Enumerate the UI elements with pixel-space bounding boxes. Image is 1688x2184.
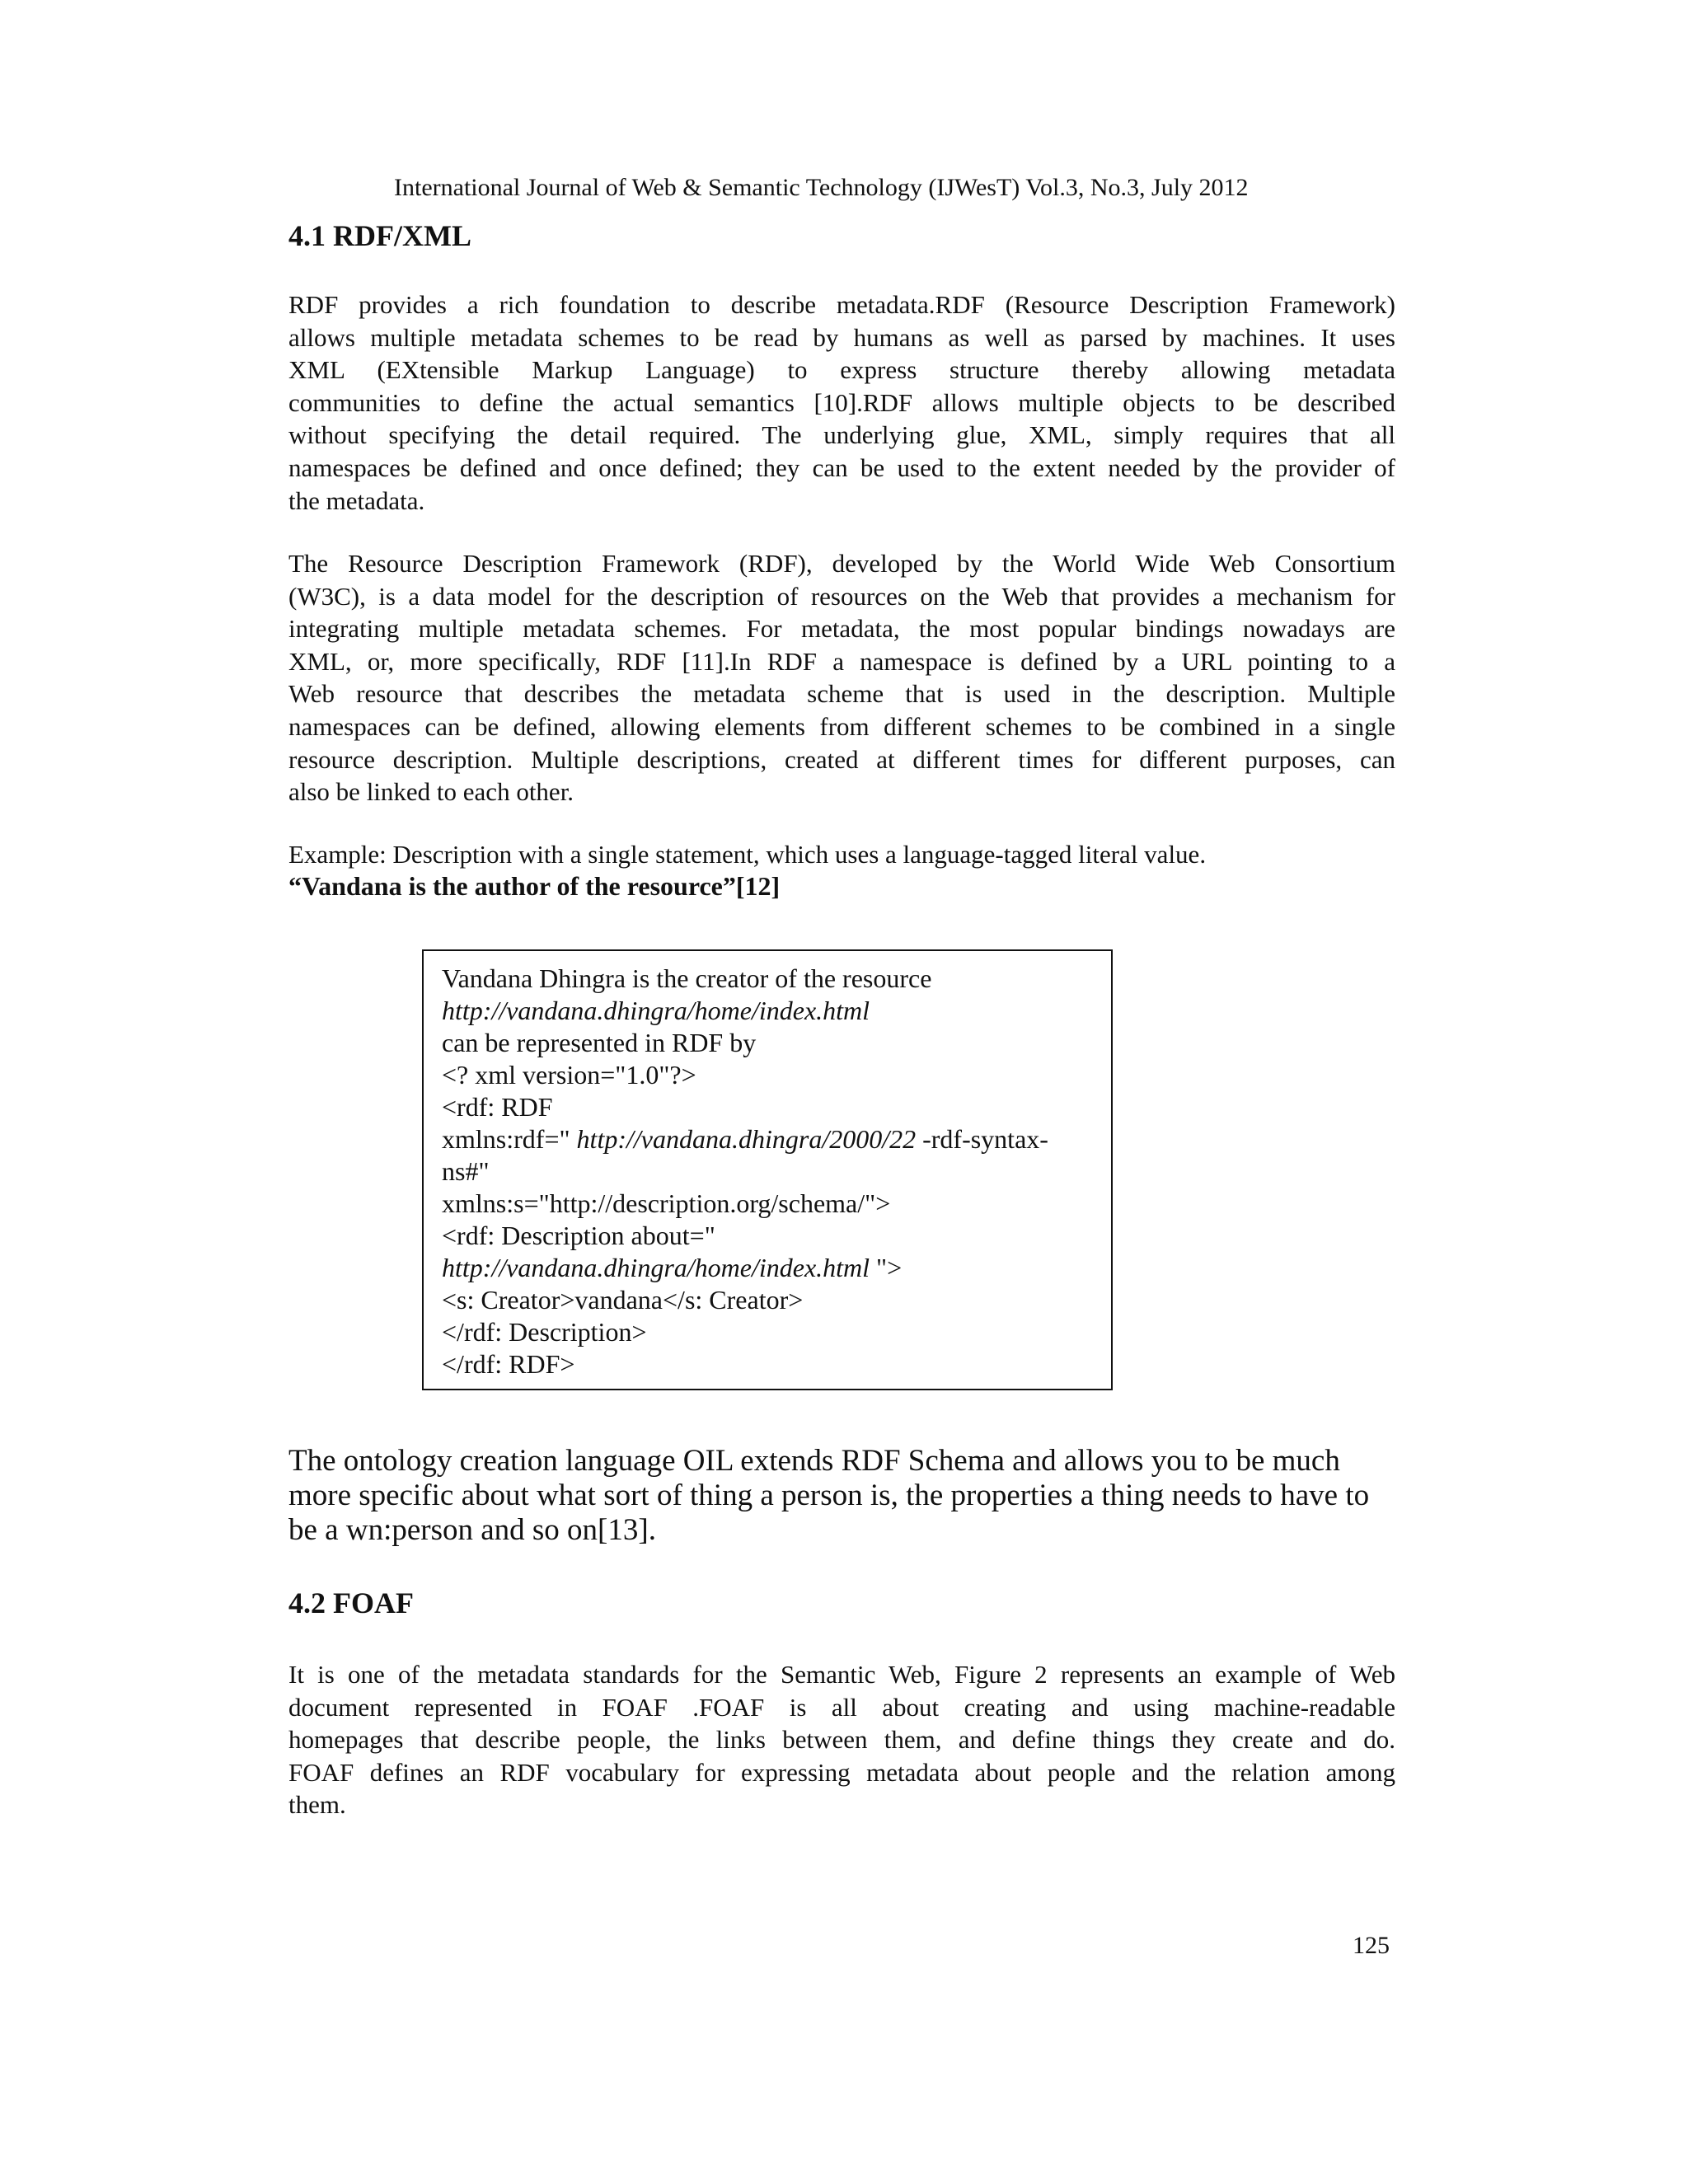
text-line: namespaces be defined and once defined; they can be used to the extent needed by the provider of (288, 452, 1395, 482)
text-line: them. (288, 1790, 346, 1820)
running-header: International Journal of Web & Semantic Technology (IJWesT) Vol.3, No.3, July 2012 (394, 174, 1249, 201)
text-line: resource description. Multiple descriptions, created at different times for different purposes, can (288, 744, 1395, 774)
text-line: XML, or, more specifically, RDF [11].In RDF a namespace is defined by a URL pointing to a (288, 646, 1395, 676)
code-line-url: http://vandana.dhingra/home/index.html (442, 996, 870, 1025)
text-line: namespaces can be defined, allowing elements from different schemes to be combined in a single (288, 711, 1395, 741)
paragraph-rdf-w3c (288, 547, 1395, 808)
code-line: <s: Creator>vandana</s: Creator> (442, 1285, 804, 1315)
text-line: communities to define the actual semantics [10].RDF allows multiple objects to be described (288, 387, 1395, 417)
text-line: The ontology creation language OIL extends RDF Schema and allows you to be much (288, 1444, 1340, 1478)
code-fragment-url: http://vandana.dhingra/home/index.html (442, 1253, 870, 1282)
text-line: also be linked to each other. (288, 777, 574, 807)
code-fragment: "> (870, 1253, 903, 1282)
code-line: xmlns:s="http://description.org/schema/"> (442, 1188, 891, 1218)
paragraph-foaf (288, 1658, 1395, 1821)
code-line: Vandana Dhingra is the creator of the resource (442, 963, 932, 993)
example-intro: Example: Description with a single statement, which uses a language-tagged literal value. (288, 840, 1207, 869)
rdf-example-box (422, 949, 1113, 1390)
text-line: Web resource that describes the metadata scheme that is used in the description. Multiple (288, 679, 1395, 709)
text-line: homepages that describe people, the links between them, and define things they create and do. (288, 1725, 1395, 1755)
text-line: be a wn:person and so on[13]. (288, 1513, 656, 1547)
code-line: <? xml version="1.0"?> (442, 1060, 696, 1090)
text-line: It is one of the metadata standards for the Semantic Web, Figure 2 represents an example of Web (288, 1660, 1395, 1689)
code-line (442, 1123, 1048, 1155)
text-line: XML (EXtensible Markup Language) to express structure thereby allowing metadata (288, 355, 1395, 385)
text-line: without specifying the detail required. The underlying glue, XML, simply requires that all (288, 420, 1395, 450)
page-number: 125 (1353, 1932, 1390, 1959)
code-line: </rdf: RDF> (442, 1349, 575, 1379)
section-heading-rdf-xml: 4.1 RDF/XML (288, 219, 471, 252)
code-line: <rdf: RDF (442, 1092, 553, 1122)
code-line: <rdf: Description about=" (442, 1221, 715, 1250)
code-fragment: xmlns:rdf=" (442, 1124, 577, 1154)
section-heading-foaf: 4.2 FOAF (288, 1586, 414, 1619)
text-line: (W3C), is a data model for the description of resources on the Web that provides a mechanism for (288, 581, 1395, 611)
paragraph-rdf-intro (288, 288, 1395, 517)
text-line: more specific about what sort of thing a person is, the properties a thing needs to have to (288, 1479, 1370, 1512)
code-line: ns#" (442, 1156, 490, 1186)
code-line: </rdf: Description> (442, 1317, 647, 1347)
text-line: allows multiple metadata schemes to be read by humans as well as parsed by machines. It uses (288, 322, 1395, 352)
code-line (442, 1252, 902, 1284)
paragraph-oil (288, 1444, 1395, 1548)
text-line: FOAF defines an RDF vocabulary for expressing metadata about people and the relation among (288, 1757, 1395, 1787)
code-line: can be represented in RDF by (442, 1028, 757, 1057)
text-line: The Resource Description Framework (RDF), developed by the World Wide Web Consortium (288, 549, 1395, 578)
example-quote: “Vandana is the author of the resource”[12] (288, 871, 781, 901)
code-fragment: -rdf-syntax- (916, 1124, 1048, 1154)
code-fragment-url: http://vandana.dhingra/2000/22 (576, 1124, 917, 1154)
text-line: the metadata. (288, 485, 425, 515)
text-line: integrating multiple metadata schemes. For metadata, the most popular bindings nowadays are (288, 614, 1395, 644)
text-line: document represented in FOAF .FOAF is all about creating and using machine-readable (288, 1692, 1395, 1722)
text-line: RDF provides a rich foundation to describe metadata.RDF (Resource Description Framework) (288, 290, 1395, 319)
